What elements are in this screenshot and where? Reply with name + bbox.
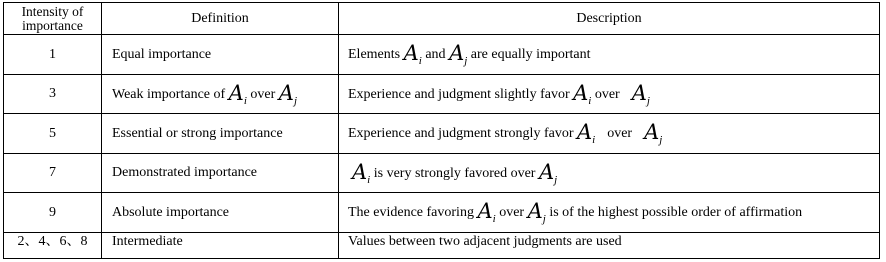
math-element-a-i [229, 81, 247, 105]
math-element-a-j [527, 199, 546, 226]
desc-text: and [425, 47, 446, 63]
math-symbol: A [477, 199, 493, 224]
math-symbol: A [352, 159, 368, 184]
definition-cell: Essential or strong importance [102, 114, 339, 154]
desc-text: over [607, 126, 633, 142]
desc-text: Experience and judgment slightly favor [348, 86, 570, 102]
math-subscript: j [646, 94, 650, 107]
header-row [4, 3, 880, 35]
math-element-a-i [352, 160, 370, 184]
definition-cell: Absolute importance [102, 193, 339, 233]
header-intensity-line1: Intensity of [21, 3, 84, 19]
desc-text: The evidence favoring [348, 205, 474, 221]
desc-text: over [499, 205, 525, 221]
math-symbol: A [403, 41, 419, 66]
definition-cell: Intermediate [102, 232, 339, 258]
header-intensity [4, 3, 102, 35]
math-subscript: i [592, 134, 596, 147]
math-subscript: j [542, 213, 546, 226]
intensity-cell: 1 [4, 35, 102, 75]
math-subscript: j [464, 55, 468, 68]
math-symbol: A [644, 120, 660, 145]
math-subscript: j [293, 94, 298, 107]
math-symbol: A [573, 80, 589, 105]
intensity-cell: 2、4、6、8 [4, 232, 102, 258]
math-subscript: j [554, 173, 558, 186]
math-symbol: A [278, 80, 294, 105]
table-row [4, 74, 880, 114]
math-symbol: A [228, 80, 244, 105]
math-symbol: A [538, 159, 555, 184]
table-row [4, 193, 880, 233]
description-cell [339, 35, 880, 75]
description-cell: Values between two adjacent judgments are used [339, 232, 880, 258]
table-row [4, 153, 880, 193]
math-subscript: i [243, 94, 247, 107]
description-cell [339, 114, 880, 154]
desc-text: over [594, 86, 620, 102]
math-subscript: i [367, 173, 371, 186]
math-element-a-i [573, 81, 591, 105]
definition-cell [102, 74, 339, 114]
math-subscript: i [588, 94, 592, 107]
desc-text: is of the highest possible order of affirmation [549, 205, 803, 221]
def-text: over [250, 86, 276, 102]
description-cell [339, 153, 880, 193]
desc-text: is very strongly favored over [373, 165, 536, 181]
math-element-a-i [477, 199, 496, 226]
intensity-cell: 5 [4, 114, 102, 154]
table-row [4, 114, 880, 154]
def-text: Weak importance of [112, 86, 226, 102]
math-symbol: A [576, 120, 593, 145]
intensity-cell: 7 [4, 153, 102, 193]
math-element-a-j [539, 160, 557, 184]
header-description: Description [339, 3, 880, 35]
math-subscript: i [418, 55, 422, 68]
desc-text: Experience and judgment strongly favor [348, 126, 574, 142]
definition-cell: Equal importance [102, 35, 339, 75]
table-row [4, 232, 880, 258]
intensity-cell: 9 [4, 193, 102, 233]
math-element-a-j [279, 81, 297, 105]
definition-cell: Demonstrated importance [102, 153, 339, 193]
math-symbol: A [527, 199, 543, 224]
desc-text: are equally important [470, 47, 591, 63]
header-definition: Definition [102, 3, 339, 35]
intensity-cell: 3 [4, 74, 102, 114]
math-subscript: i [492, 213, 496, 226]
table-row [4, 35, 880, 75]
math-element-a-j [644, 120, 663, 147]
math-symbol: A [631, 80, 647, 105]
math-element-a-i [576, 120, 596, 147]
header-intensity-line2: importance [22, 17, 83, 33]
math-element-a-j [449, 41, 468, 68]
math-element-a-i [403, 41, 422, 68]
math-element-a-j [632, 81, 650, 105]
description-cell [339, 193, 880, 233]
math-subscript: j [659, 134, 663, 147]
importance-scale-table [3, 2, 880, 259]
math-symbol: A [449, 41, 465, 66]
description-cell [339, 74, 880, 114]
desc-text: Elements [348, 47, 401, 63]
